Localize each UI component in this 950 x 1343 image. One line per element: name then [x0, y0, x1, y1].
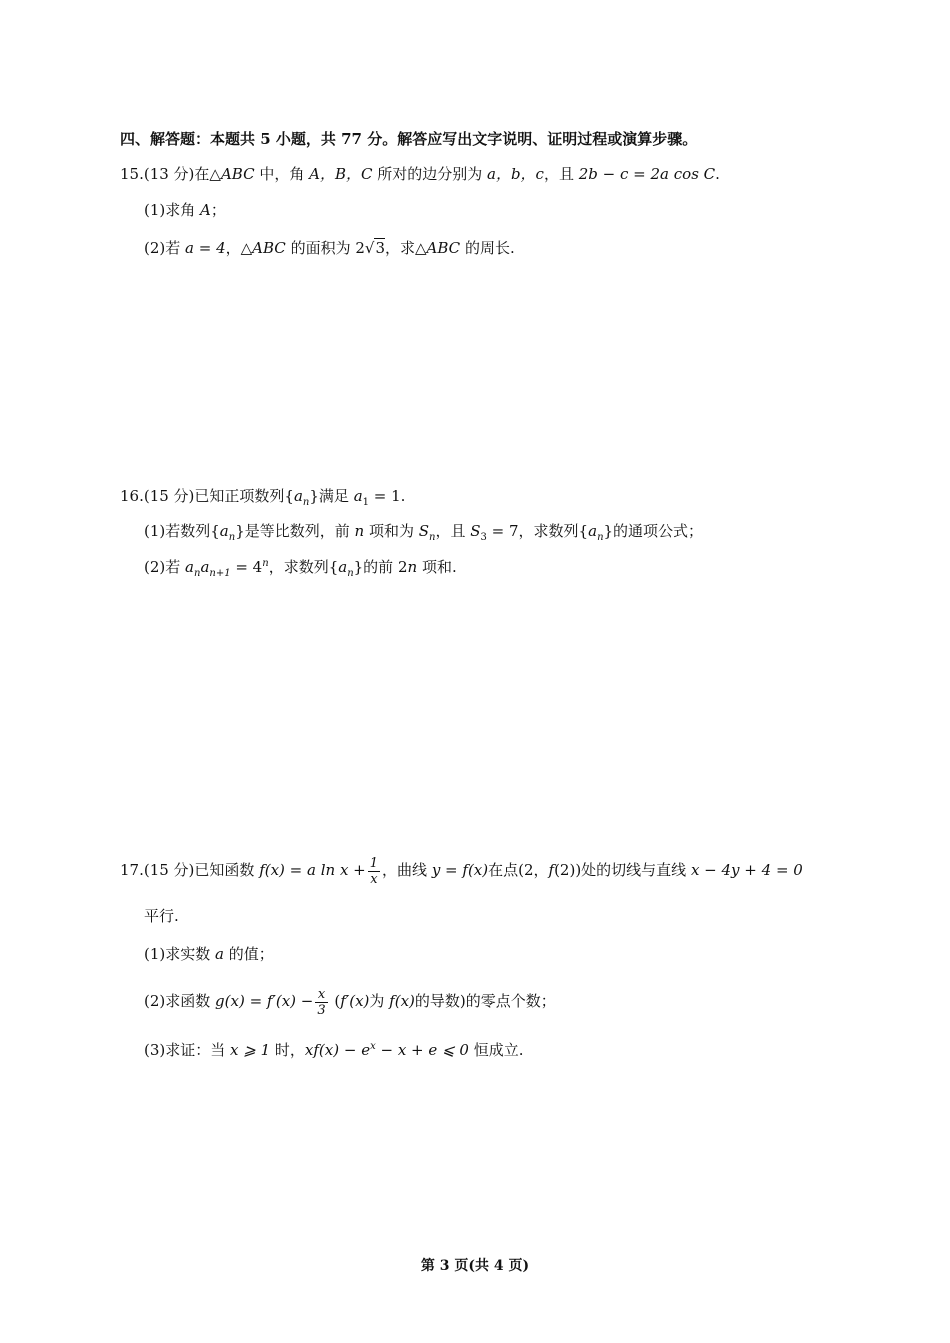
q16-p2-prefix: (2)若: [144, 558, 186, 576]
q15-p2-mid2: 的面积为 2: [285, 239, 365, 257]
q16-a1: a: [353, 487, 363, 505]
q16-p1-mid: }是等比数列，前: [235, 522, 355, 540]
q16-p2-mid3: }的前 2: [353, 558, 408, 576]
q17-p3-sup: x: [370, 1041, 376, 1052]
q17-p1-end: 的值；: [223, 945, 274, 963]
sqrt-symbol: √: [364, 239, 375, 257]
q17-mid3: (2))处的切线与直线: [554, 861, 691, 879]
q15-end: .: [715, 165, 720, 183]
q17-line: x − 4y + 4 = 0: [690, 861, 803, 879]
question-15-part-1: [144, 200, 226, 220]
q17-p3-expr1: xf(x) − e: [304, 1041, 371, 1059]
q17-frac2-numerator: x: [315, 987, 327, 1003]
q15-p1-var: A: [200, 201, 211, 219]
q16-p1-seq: a: [219, 522, 229, 540]
q16-p1-S: S: [418, 522, 430, 540]
q16-p2-seq: a: [338, 558, 348, 576]
q16-p2-sup: n: [262, 558, 269, 569]
q17-p3-cond: x ⩾ 1: [230, 1041, 271, 1059]
q17-p1-var: a: [215, 945, 224, 963]
q17-p3-prefix: (3)求证：当: [144, 1041, 231, 1059]
q16-p2-an-sub: n: [193, 568, 201, 579]
q17-fraction-x-over-3: [315, 987, 327, 1018]
q15-p2-sqrt: 3: [375, 239, 385, 257]
q15-p2-mid3: ，求△: [385, 239, 427, 257]
q15-vertices: A，B，C: [309, 165, 373, 183]
q15-p2-mid: ，△: [225, 239, 253, 257]
q15-prefix: 15.(13 分)在△: [120, 165, 221, 183]
q16-mid: }满足: [309, 487, 354, 505]
question-16-part-1: [144, 521, 703, 541]
q16-p1-S3: S: [470, 522, 481, 540]
q16-prefix: 16.(15 分)已知正项数列{: [120, 487, 294, 505]
q16-p1-mid3: ，且: [435, 522, 471, 540]
section-heading: 四、解答题：本题共 5 小题，共 77 分。解答应写出文字说明、证明过程或演算步骤。: [120, 130, 698, 148]
q17-curve: y = f(x): [431, 861, 489, 879]
q17-p1-prefix: (1)求实数: [144, 945, 216, 963]
question-17-part-2: [144, 983, 556, 1019]
q17-p3-end: 恒成立.: [468, 1041, 524, 1059]
q16-p2-an1-sub: n+1: [209, 568, 231, 579]
question-17-part-1: [144, 944, 274, 964]
q16-p1-seq-2: a: [588, 522, 598, 540]
q16-p1-mid2: 项和为: [364, 522, 419, 540]
q17-p3-expr2: − x + e ⩽ 0: [375, 1041, 469, 1059]
page-footer: 第 3 页(共 4 页): [420, 1258, 530, 1274]
q16-p1-seq-sub: n: [228, 532, 236, 543]
q16-a1-sub: 1: [362, 497, 370, 508]
q17-p2-fx: f(x): [389, 992, 415, 1010]
q16-end: = 1.: [369, 487, 406, 505]
q17-frac1-denominator: x: [370, 871, 378, 887]
q16-p2-n: n: [407, 558, 418, 576]
q17-p2-end: 的导数)的零点个数；: [414, 992, 556, 1010]
q16-seq: a: [293, 487, 303, 505]
question-16-stem: [120, 486, 405, 506]
q17-p2-prefix: (2)求函数: [144, 992, 216, 1010]
q16-p1-end: }的通项公式；: [603, 522, 704, 540]
q16-p1-prefix: (1)若数列{: [144, 522, 220, 540]
question-15-stem: [120, 164, 720, 184]
q17-fraction-1-over-x: [368, 856, 380, 887]
q17-function: f(x) = a ln x +: [259, 861, 366, 879]
q16-p2-end: 项和.: [417, 558, 457, 576]
q15-equation: 2b − c = 2a cos C: [578, 165, 716, 183]
question-17-part-3: [144, 1040, 523, 1060]
q15-p2-eq: a = 4: [185, 239, 226, 257]
q16-p1-S3-sub: 3: [480, 532, 487, 543]
q17-p2-fprime: f′(x): [340, 992, 370, 1010]
q15-sides: a，b，c: [487, 165, 544, 183]
q16-p2-seq-sub: n: [347, 568, 354, 579]
q15-p2-triangle-2: ABC: [426, 239, 461, 257]
q17-frac1-numerator: 1: [369, 855, 379, 871]
q17-prefix: 17.(15 分)已知函数: [120, 861, 260, 879]
q15-mid: 中，角: [254, 165, 310, 183]
q15-triangle: ABC: [220, 165, 255, 183]
q17-p2-paren: (: [329, 992, 341, 1010]
q17-f2: f: [548, 861, 555, 879]
q15-p2-triangle: ABC: [252, 239, 286, 257]
question-16-part-2: [144, 557, 457, 577]
q15-p2-prefix: (2)若: [144, 239, 186, 257]
question-17-stem-continued: 平行.: [144, 907, 179, 925]
q17-mid: ，曲线: [382, 861, 432, 879]
q16-p2-an1: a: [200, 558, 210, 576]
q17-p2-g: g(x) = f′(x) −: [215, 992, 314, 1010]
q16-p1-mid4: = 7，求数列{: [486, 522, 589, 540]
q16-p2-an: a: [185, 558, 194, 576]
q15-p2-end: 的周长.: [460, 239, 515, 257]
q16-seq-sub: n: [302, 497, 310, 508]
q16-p2-mid2: ，求数列{: [268, 558, 339, 576]
q17-mid2: 在点(2，: [488, 861, 549, 879]
q15-mid2: 所对的边分别为: [372, 165, 488, 183]
q17-p2-mid: 为: [369, 992, 390, 1010]
question-17-stem: [120, 852, 803, 888]
q17-p3-mid: 时，: [270, 1041, 305, 1059]
q17-frac2-denominator: 3: [317, 1002, 326, 1018]
q16-p1-seq-2-sub: n: [597, 532, 604, 543]
q16-p1-n: n: [354, 522, 365, 540]
q15-p1-prefix: (1)求角: [144, 201, 201, 219]
question-15-part-2: [144, 238, 515, 258]
q16-p1-S-sub: n: [429, 532, 436, 543]
q16-p2-mid: = 4: [230, 558, 263, 576]
q15-p1-end: ；: [210, 201, 226, 219]
q15-mid3: ，且: [543, 165, 579, 183]
